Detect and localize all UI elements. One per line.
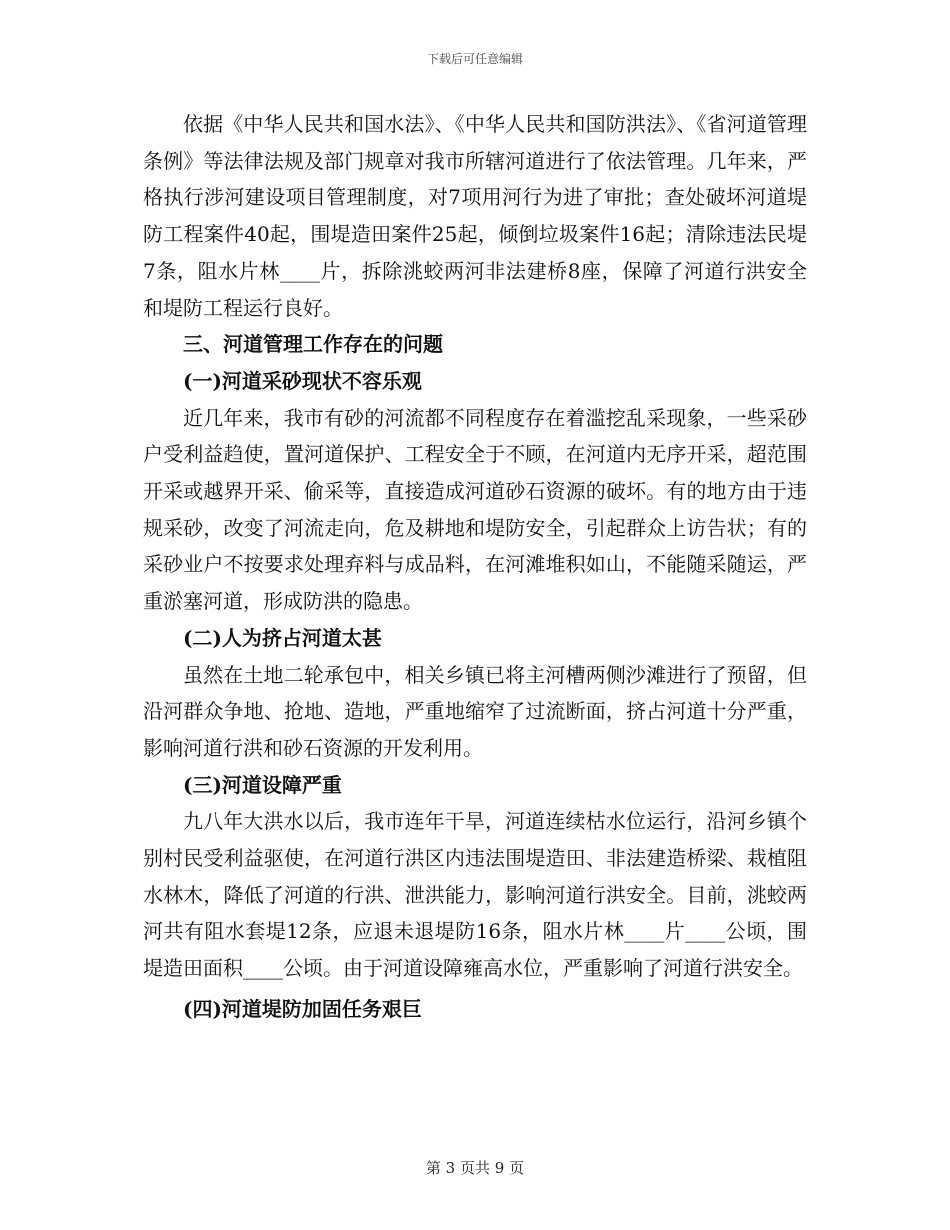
subsection-title-levee-reinforcement: (四)河道堤防加固任务艰巨	[183, 996, 422, 1021]
paragraph-obstacles: 九八年大洪水以后，我市连年干旱，河道连续枯水位运行，沿河乡镇个别村民受利益驱使，在河道行洪区内违法围堤造田、非法建造桥梁、栽植阻水林木，降低了河道的行洪、泄洪能力，影响河道行洪安全。目前，洮蛟两河共有阻水套堤12条，应退未退堤防16条，阻水片林____片____公顷，围堤造田面积____公顷。由于河道设障雍高水位，严重影响了河道行洪安全。	[143, 809, 807, 981]
subsection-title-encroachment: (二)人为挤占河道太甚	[183, 625, 382, 650]
subsection-title-obstacles: (三)河道设障严重	[183, 772, 342, 797]
paragraph-legal-management: 依据《中华人民共和国水法》、《中华人民共和国防洪法》、《省河道管理条例》等法律法规及部门规章对我市所辖河道进行了依法管理。几年来，严格执行涉河建设项目管理制度，对7项用河行为进了审批；查处破坏河道堤防工程案件40起，围堤造田案件25起，倾倒垃圾案件16起；清除违法民堤7条，阻水片林____片，拆除洮蛟两河非法建桥8座，保障了河道行洪安全和堤防工程运行良好。	[143, 112, 807, 320]
page-header: 下载后可任意编辑	[426, 52, 523, 66]
section-title-problems: 三、河道管理工作存在的问题	[183, 332, 443, 357]
paragraph-encroachment: 虽然在土地二轮承包中，相关乡镇已将主河槽两侧沙滩进行了预留，但沿河群众争地、抢地、造地，严重地缩窄了过流断面，挤占河道十分严重，影响河道行洪和砂石资源的开发利用。	[143, 662, 807, 760]
document-body	[143, 106, 807, 1028]
page-footer: 第 3 页共 9 页	[425, 1159, 525, 1177]
subsection-title-sand-mining: (一)河道采砂现状不容乐观	[183, 368, 422, 393]
paragraph-sand-mining: 近几年来，我市有砂的河流都不同程度存在着滥挖乱采现象，一些采砂户受利益趋使，置河道保护、工程安全于不顾，在河道内无序开采，超范围开采或越界开采、偷采等，直接造成河道砂石资源的破坏。有的地方由于违规采砂，改变了河流走向，危及耕地和堤防安全，引起群众上访告状；有的采砂业户不按要求处理弃料与成品料，在河滩堆积如山，不能随采随运，严重淤塞河道，形成防洪的隐患。	[143, 405, 807, 614]
